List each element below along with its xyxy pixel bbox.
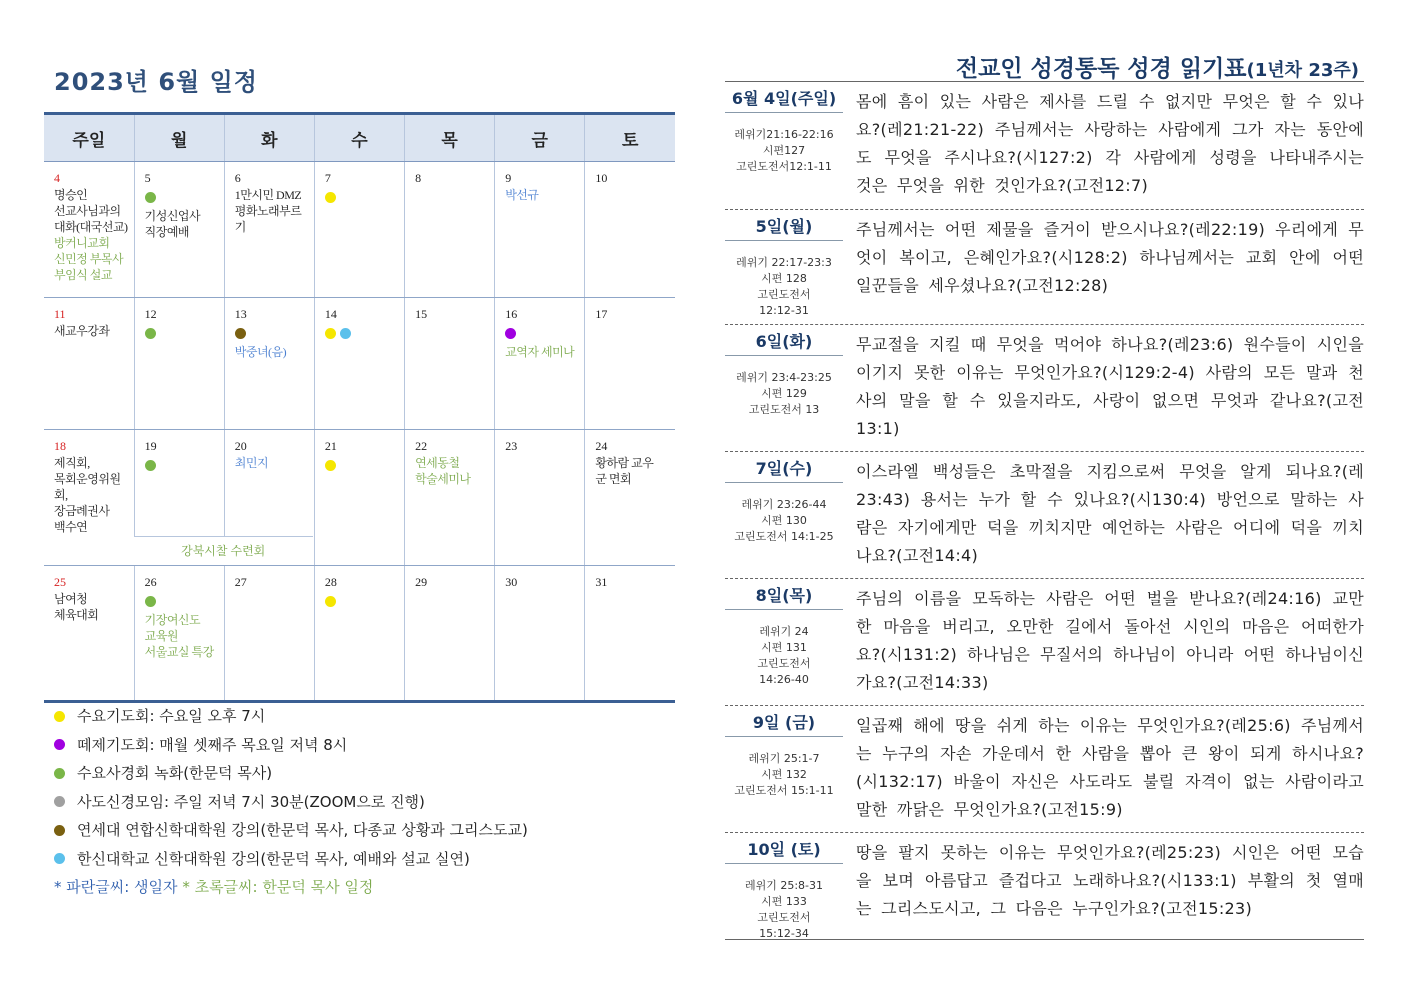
- passage-ref: 고린도전서12:1-11: [736, 160, 832, 173]
- day-cell: [224, 430, 314, 566]
- event-text: 서울교실 특강: [144, 645, 214, 659]
- day-number: 17: [595, 307, 608, 321]
- day-number: 8: [415, 171, 422, 185]
- reading-questions: 주님의 이름을 모독하는 사람은 어떤 벌을 받나요?(레24:16) 교만한 마음을 버리고, 오만한 길에서 돌아선 시인의 마음은 어떠한가요?(시131:2) 하나님은 무질서의 하나님이 아니라 어떤 하나님이신가요?(고전14:33): [856, 589, 1364, 692]
- event-dot-green: [145, 460, 156, 471]
- passage-ref: 시편127: [762, 144, 806, 157]
- event-text: 평화노래부르기: [234, 204, 302, 234]
- legend-item: [54, 788, 528, 817]
- day-cell: [495, 566, 585, 702]
- day-number: 6: [234, 171, 241, 185]
- passage-ref: 레위기 22:17-23:3: [736, 256, 832, 269]
- legend-item: [54, 731, 528, 760]
- event-text: 학술세미나: [415, 472, 471, 486]
- legend-item: [54, 816, 528, 845]
- reading-row: [725, 832, 1364, 950]
- reading-questions: 땅을 팔지 못하는 이유는 무엇인가요?(레25:23) 시인은 어떤 모습을 보며 아름답고 즐겁다고 노래하나요?(시133:1) 부활의 첫 열매는 그리스도시고, 그 다음은 누구인가요?(고전15:23): [856, 843, 1364, 918]
- day-cell: [405, 298, 495, 430]
- legend-note-green: * 초록글씨: 한문덕 목사 일정: [182, 878, 374, 896]
- reading-passages: [725, 737, 843, 799]
- day-number: 26: [144, 575, 157, 589]
- weekday-header-row: [44, 114, 675, 162]
- event-text: 신민정 부목사: [54, 252, 124, 266]
- reading-date-cell: [725, 325, 843, 451]
- legend-item: [54, 845, 528, 874]
- day-number: 12: [144, 307, 157, 321]
- day-number: 18: [54, 439, 66, 453]
- passage-ref: 시편 129: [761, 387, 807, 400]
- day-number: 15: [415, 307, 428, 321]
- legend-dot: [54, 739, 65, 750]
- reading-questions: 무교절을 지킬 때 무엇을 먹어야 하나요?(레23:6) 원수들이 시인을 이기지 못한 이유는 무엇인가요?(시129:2-4) 사람의 모든 말과 천사의 말을 할 수 있을지라도, 사랑이 없으면 무엇과 같나요?(고전13:1): [856, 335, 1364, 438]
- reading-row: [725, 81, 1364, 209]
- reading-plan-week: (1년차 23주): [1246, 60, 1359, 81]
- legend: [54, 702, 528, 902]
- event-dot-skyblue: [340, 328, 351, 339]
- day-number: 24: [595, 439, 608, 453]
- event-dot-yellow: [325, 596, 336, 607]
- reading-passages: [725, 610, 843, 688]
- passage-ref: 레위기 25:8-31: [744, 879, 824, 892]
- multi-day-event: 강북시찰 수련회: [134, 536, 313, 565]
- reading-day: 9일 (금): [725, 710, 843, 737]
- reading-passages: [725, 483, 843, 545]
- day-cell: [405, 430, 495, 566]
- event-text: 1만시민 DMZ: [234, 188, 302, 202]
- event-text: 체육대회: [54, 608, 99, 622]
- passage-ref: 14:26-40: [759, 673, 809, 686]
- event-text: 명승인: [54, 188, 88, 202]
- day-number: 9: [505, 171, 512, 185]
- passage-ref: 시편 130: [761, 514, 807, 527]
- day-number: 19: [144, 439, 157, 453]
- legend-note-blue: * 파란글씨: 생일자: [54, 878, 178, 896]
- day-cell: [585, 298, 675, 430]
- event-dot-brown: [235, 328, 246, 339]
- legend-label: 떼제기도회: 매월 셋째주 목요일 저녁 8시: [77, 735, 348, 754]
- reading-day: 5일(월): [725, 214, 843, 241]
- reading-day: 10일 (토): [725, 837, 843, 864]
- passage-ref: 고린도전서: [757, 288, 811, 301]
- event-dots: [325, 323, 400, 344]
- passage-ref: 고린도전서: [757, 911, 811, 924]
- reading-date-cell: [725, 82, 843, 209]
- event-text: 대화(대국선교): [54, 220, 128, 234]
- reading-questions: 몸에 흠이 있는 사람은 제사를 드릴 수 없지만 무엇은 할 수 있나요?(레21:21-22) 주님께서는 사랑하는 사람에게 그가 자는 동안에도 무엇을 주시나요?(시127:2) 각 사람에게 성령을 나타내주시는 것은 무엇을 위한 것인가요?(고전12:7): [856, 92, 1364, 195]
- event-dots: [145, 455, 220, 476]
- day-cell: [44, 430, 134, 566]
- event-dot-yellow: [325, 460, 336, 471]
- reading-day: 8일(목): [725, 583, 843, 610]
- header-tuesday: 화: [224, 114, 314, 162]
- day-cell: [585, 162, 675, 298]
- reading-questions: 주님께서는 어떤 제물을 즐거이 받으시나요?(레22:19) 우리에게 무엇이 복이고, 은혜인가요?(시128:2) 하나님께서는 교회 안에 어떤 일꾼들을 세우셨나요?(고전12:28): [856, 220, 1364, 295]
- event-dot-yellow: [325, 328, 336, 339]
- legend-label: 사도신경모임: 주일 저녁 7시 30분(ZOOM으로 진행): [77, 792, 425, 811]
- day-number: 23: [505, 439, 518, 453]
- june-calendar: [44, 112, 675, 703]
- day-cell: [585, 430, 675, 566]
- header-sunday: 주일: [44, 114, 134, 162]
- event-text: 목회운영위원회,: [54, 472, 121, 502]
- reading-date-cell: [725, 452, 843, 578]
- event-dots: [505, 323, 580, 344]
- event-dots: [325, 591, 400, 612]
- passage-ref: 시편 128: [761, 272, 807, 285]
- day-cell: [224, 298, 314, 430]
- event-text: 교육원: [144, 629, 178, 643]
- legend-label: 한신대학교 신학대학원 강의(한문덕 목사, 예배와 설교 실연): [77, 849, 470, 868]
- event-text: 선교사님과의: [54, 204, 121, 218]
- legend-dot: [54, 796, 65, 807]
- reading-passages: [725, 864, 843, 942]
- passage-ref: 고린도전서 15:1-11: [734, 784, 834, 797]
- reading-row: [725, 705, 1364, 832]
- passage-ref: 시편 132: [761, 768, 807, 781]
- reading-passages: [725, 241, 843, 319]
- event-dots: [145, 591, 220, 612]
- reading-questions: 일곱째 해에 땅을 쉬게 하는 이유는 무엇인가요?(레25:6) 주님께서는 누구의 자손 가운데서 한 사람을 뽑아 큰 왕이 되게 하시나요?(시132:17) 바울이 자신은 사도라도 불릴 자격이 없는 사람이라고 말한 까닭은 무엇인가요?(고전15:9): [856, 716, 1364, 819]
- event-dots: [145, 323, 220, 344]
- reading-day: 6월 4일(주일): [725, 86, 843, 113]
- legend-dot: [54, 825, 65, 836]
- day-number: 25: [54, 575, 66, 589]
- reading-questions: 이스라엘 백성들은 초막절을 지킴으로써 무엇을 알게 되나요?(레23:43) 용서는 누가 할 수 있나요?(시130:4) 방언으로 말하는 사람은 자기에게만 덕을 끼치지만 예언하는 사람은 어디에 덕을 끼치나요?(고전14:4): [856, 462, 1364, 565]
- event-text: 부임식 설교: [54, 268, 112, 282]
- day-cell: [314, 298, 404, 430]
- event-dots: [235, 323, 310, 344]
- day-cell: [405, 162, 495, 298]
- day-cell: [134, 162, 224, 298]
- passage-ref: 12:12-31: [759, 304, 809, 317]
- day-cell: [134, 298, 224, 430]
- day-number: 16: [505, 307, 518, 321]
- header-saturday: 토: [585, 114, 675, 162]
- reading-date-cell: [725, 706, 843, 832]
- day-number: 7: [324, 171, 331, 185]
- day-cell: [314, 162, 404, 298]
- header-friday: 금: [495, 114, 585, 162]
- reading-passages: [725, 113, 843, 175]
- legend-label: 수요사경회 녹화(한문덕 목사): [77, 764, 273, 782]
- passage-ref: 레위기 25:1-7: [748, 752, 820, 765]
- week-row: [44, 430, 675, 566]
- event-dot-green: [145, 192, 156, 203]
- reading-row: [725, 451, 1364, 578]
- day-cell: [224, 566, 314, 702]
- reading-plan-title-text: 전교인 성경통독 성경 읽기표: [955, 56, 1247, 82]
- reading-date-cell: [725, 210, 843, 324]
- reading-plan-title: [956, 50, 1359, 83]
- day-cell: [134, 566, 224, 702]
- header-wednesday: 수: [314, 114, 404, 162]
- passage-ref: 시편 131: [761, 641, 807, 654]
- event-dots: [145, 187, 220, 208]
- day-number: 31: [595, 575, 608, 589]
- passage-ref: 시편 133: [761, 895, 807, 908]
- event-text: 백수연: [54, 520, 88, 534]
- day-cell: [405, 566, 495, 702]
- day-cell: [314, 566, 404, 702]
- legend-item: [54, 702, 528, 731]
- reading-row: [725, 324, 1364, 451]
- event-text: 황하람 교우: [595, 456, 654, 470]
- passage-ref: 고린도전서: [757, 657, 811, 670]
- legend-dot: [54, 853, 65, 864]
- week-row: [44, 162, 675, 298]
- event-text: 방커니교회: [54, 236, 110, 250]
- event-dots: [325, 187, 400, 208]
- reading-day: 7일(수): [725, 456, 843, 483]
- legend-note: [54, 873, 528, 902]
- reading-passages: [725, 356, 843, 418]
- legend-label: 연세대 연합신학대학원 강의(한문덕 목사, 다종교 상황과 그리스도교): [77, 821, 528, 839]
- event-text: 남여청: [54, 592, 88, 606]
- passage-ref: 고린도전서 13: [748, 403, 820, 416]
- legend-dot: [54, 768, 65, 779]
- event-dots: [325, 455, 400, 476]
- event-dot-green: [145, 328, 156, 339]
- day-number: 10: [595, 171, 608, 185]
- day-cell: [495, 430, 585, 566]
- day-number: 14: [324, 307, 337, 321]
- day-number: 20: [234, 439, 247, 453]
- day-number: 13: [234, 307, 247, 321]
- day-cell: [224, 162, 314, 298]
- week-row: [44, 298, 675, 430]
- passage-ref: 레위기 23:26-44: [741, 498, 827, 511]
- header-thursday: 목: [405, 114, 495, 162]
- reading-date-cell: [725, 833, 843, 950]
- day-number: 28: [324, 575, 337, 589]
- event-text: 기장여신도: [144, 613, 201, 627]
- event-text: 기성신업사: [144, 209, 201, 223]
- day-number: 27: [234, 575, 247, 589]
- day-number: 11: [54, 307, 66, 321]
- reading-date-cell: [725, 579, 843, 705]
- header-monday: 월: [134, 114, 224, 162]
- passage-ref: 레위기21:16-22:16: [734, 128, 834, 141]
- day-cell: [44, 298, 134, 430]
- calendar-title: 2023년 6월 일정: [54, 68, 258, 96]
- day-number: 4: [54, 171, 60, 185]
- event-text: 장금례권사: [54, 504, 110, 518]
- event-text: 새교우강좌: [54, 324, 110, 338]
- event-dot-purple: [505, 328, 516, 339]
- event-text: 군 면회: [595, 472, 632, 486]
- event-text: 최민지: [234, 456, 269, 470]
- passage-ref: 레위기 24: [759, 625, 809, 638]
- event-dot-green: [145, 596, 156, 607]
- event-text: 제직회,: [54, 456, 90, 470]
- day-cell: [585, 566, 675, 702]
- day-cell: [495, 298, 585, 430]
- reading-row: [725, 578, 1364, 705]
- event-text: 교역자 세미나: [505, 345, 575, 359]
- event-text: 박선규: [505, 188, 539, 202]
- week-row: [44, 566, 675, 702]
- day-number: 22: [415, 439, 428, 453]
- passage-ref: 레위기 23:4-23:25: [736, 371, 832, 384]
- legend-label: 수요기도회: 수요일 오후 7시: [77, 707, 266, 725]
- event-dot-yellow: [325, 192, 336, 203]
- reading-day: 6일(화): [725, 329, 843, 356]
- day-cell: [495, 162, 585, 298]
- day-number: 29: [415, 575, 428, 589]
- legend-dot: [54, 711, 65, 722]
- passage-ref: 고린도전서 14:1-25: [734, 530, 834, 543]
- day-number: 21: [324, 439, 337, 453]
- event-text: 직장예배: [144, 225, 190, 239]
- day-number: 30: [505, 575, 518, 589]
- legend-item: [54, 759, 528, 788]
- reading-row: [725, 209, 1364, 324]
- day-cell: [44, 566, 134, 702]
- reading-table-bottom-rule: [725, 939, 1364, 940]
- passage-ref: 15:12-34: [759, 927, 809, 940]
- day-cell: [44, 162, 134, 298]
- event-text: 박중녀(음): [234, 345, 287, 359]
- event-text: 연세동철: [415, 456, 460, 470]
- day-cell: [314, 430, 404, 566]
- reading-plan-table: [725, 81, 1364, 950]
- day-number: 5: [144, 171, 151, 185]
